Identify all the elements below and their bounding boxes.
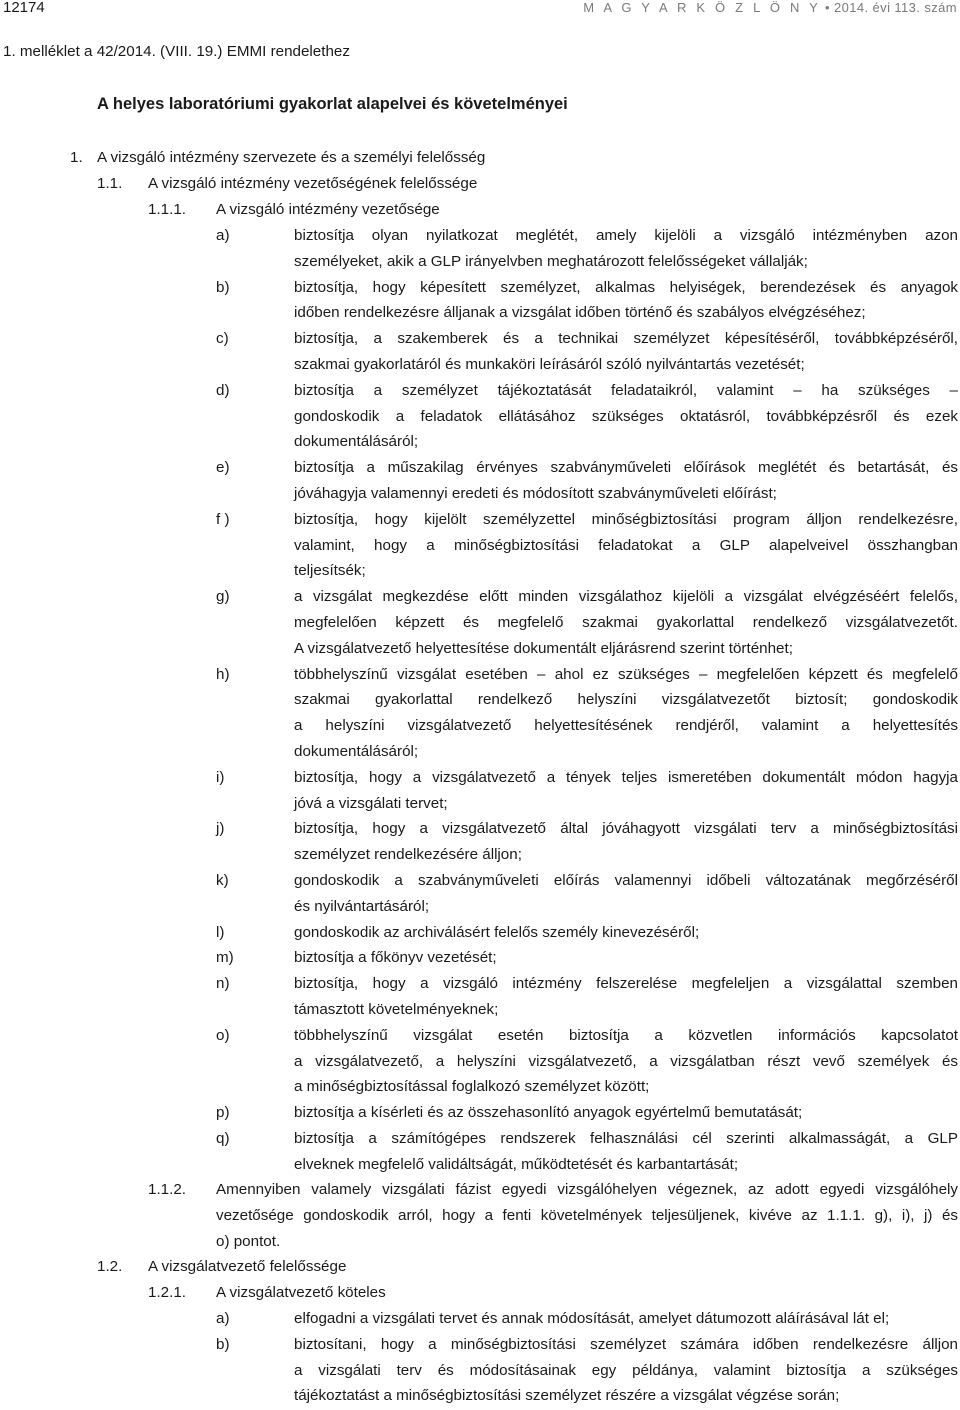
item-text	[294, 920, 958, 946]
item-text-line: biztosítja a kísérleti és az összehasonlító anyagok egyértelmű bemutatását;	[294, 1104, 803, 1122]
item-text	[294, 1306, 958, 1332]
journal-name: M A G Y A R K Ö Z L Ö N Y	[583, 0, 822, 15]
item-text-line: elfogadni a vizsgálati tervet és annak módosítását, amelyet dátumozott aláírásával lát el;	[294, 1310, 890, 1327]
item-text-line: személyeket, akik a GLP irányelvben meghatározott felelősségeket vállalják;	[294, 252, 808, 270]
item-text	[294, 223, 958, 275]
page-number: 12174	[3, 0, 45, 16]
item-label: n)	[216, 975, 230, 993]
item-text-line: elveknek megfelelő validáltságát, működtetését és karbantartását;	[294, 1155, 739, 1173]
journal-header	[583, 0, 957, 16]
item-text-line: jóváhagyja valamennyi eredeti és módosított szabványműveleti előírást;	[294, 484, 777, 502]
section-1-number: 1.	[70, 149, 83, 166]
item-text	[294, 971, 958, 1023]
item-text-line: biztosítja, hogy a vizsgáló intézmény felszerelése megfeleljen a vizsgálattal szemben	[294, 975, 958, 993]
item-text-line: valamint, hogy a minőségbiztosítási feladatokat a GLP alapelveivel összhangban	[294, 536, 958, 554]
item-text-line: gondoskodik a feladatok ellátásához szükséges oktatásról, továbbképzésről és ezek	[294, 407, 958, 425]
annex-line: 1. melléklet a 42/2014. (VIII. 19.) EMMI rendelethez	[3, 43, 350, 60]
item-label: f )	[216, 510, 230, 528]
item-text-line: a vizsgálat megkezdése előtt minden vizsgálathoz kijelöli a vizsgálat elvégzéséért felelős,	[294, 588, 958, 606]
item-text-line: biztosítani, hogy a minőségbiztosítási személyzet számára időben rendelkezésre álljon	[294, 1335, 958, 1353]
section-1-1-title: A vizsgáló intézmény vezetőségének felelőssége	[148, 175, 478, 192]
item-label: k)	[216, 872, 229, 889]
item-label: a)	[216, 227, 230, 244]
item-text-line: dokumentálásáról;	[294, 433, 419, 451]
item-text-line: gondoskodik az archiválásért felelős személy kinevezéséről;	[294, 923, 700, 941]
item-text-line: és nyilvántartásáról;	[294, 897, 430, 915]
item-text	[294, 1126, 958, 1178]
item-text-line: biztosítja, a szakemberek és a technikai személyzet képesítéséről, továbbképzéséről,	[294, 330, 958, 348]
item-text-line: dokumentálásáról;	[294, 742, 419, 760]
item-text	[294, 765, 958, 817]
paragraph-line: o) pontot.	[216, 1232, 281, 1250]
item-text-line: a helyszíni vizsgálatvezető helyettesítésének rendjéről, valamint a helyettesítés	[294, 717, 958, 735]
item-text-line: szakmai gyakorlatáról és munkaköri leírásáról szóló nyilvántartás vezetését;	[294, 355, 805, 373]
section-1-2-number: 1.2.	[97, 1258, 123, 1275]
section-1-1-1-title: A vizsgáló intézmény vezetősége	[216, 201, 440, 218]
item-text-line: tájékoztatást a minőségbiztosítási személyzet részére a vizsgálat végzése során;	[294, 1387, 840, 1405]
item-text	[294, 507, 958, 584]
item-text	[294, 1023, 958, 1100]
section-1-1-2-number: 1.1.2.	[148, 1181, 186, 1198]
item-text-line: A vizsgálatvezető helyettesítése dokumentált eljárásrend szerint történhet;	[294, 639, 793, 657]
section-1-1-2-paragraph	[216, 1177, 958, 1254]
item-label: i)	[216, 768, 225, 786]
item-text-line: a minőségbiztosítással foglalkozó személyzet között;	[294, 1078, 650, 1096]
item-text-line: többhelyszínű vizsgálat esetében – ahol ez szükséges – megfelelően képzett és megfelelő	[294, 665, 958, 683]
item-label: b)	[216, 278, 230, 296]
item-text	[294, 868, 958, 920]
item-text-line: a vizsgálatvezető, a helyszíni vizsgálatvezető, a vizsgálatban részt vevő személyek és	[294, 1052, 958, 1070]
item-label: l)	[216, 923, 225, 941]
item-text-line: biztosítja, hogy a vizsgálatvezető által jóváhagyott vizsgálati terv a minőségbiztosítási	[294, 820, 958, 838]
item-text	[294, 816, 958, 868]
item-text-line: többhelyszínű vizsgálat esetén biztosítja a közvetlen információs kapcsolatot	[294, 1026, 958, 1044]
item-label: m)	[216, 949, 234, 967]
item-text-line: biztosítja, hogy a vizsgálatvezető a tények teljes ismeretében dokumentált módon hagyja	[294, 768, 958, 786]
item-text-line: jóvá a vizsgálati tervet;	[294, 794, 448, 812]
item-text-line: személyzet rendelkezésére álljon;	[294, 846, 522, 864]
section-1-2-title: A vizsgálatvezető felelőssége	[148, 1258, 347, 1275]
item-label: e)	[216, 459, 230, 477]
section-1-2-1-number: 1.2.1.	[148, 1284, 186, 1301]
item-text-line: teljesítsék;	[294, 562, 366, 580]
item-text	[294, 945, 958, 971]
item-text-line: biztosítja a számítógépes rendszerek felhasználási cél szerinti alkalmasságát, a GLP	[294, 1130, 958, 1147]
section-1-2-1-title: A vizsgálatvezető köteles	[216, 1284, 386, 1301]
item-text	[294, 1100, 958, 1126]
item-text-line: biztosítja, hogy kijelölt személyzettel minőségbiztosítási program álljon rendelkezésre,	[294, 510, 958, 528]
section-1-1-1-number: 1.1.1.	[148, 201, 186, 218]
item-label: q)	[216, 1130, 230, 1147]
item-text	[294, 455, 958, 507]
journal-issue: • 2014. évi 113. szám	[821, 0, 957, 15]
item-text	[294, 326, 958, 378]
item-text	[294, 1332, 958, 1409]
item-text-line: szakmai gyakorlattal rendelkező helyszíni vizsgálatvezetőt biztosít; gondoskodik	[294, 691, 958, 709]
item-label: c)	[216, 330, 229, 348]
section-1-title: A vizsgáló intézmény szervezete és a személyi felelősség	[97, 149, 486, 166]
item-text-line: biztosítja a műszakilag érvényes szabványműveleti előírások meglétét és betartását, és	[294, 459, 958, 477]
item-text-line: támasztott követelményeknek;	[294, 1000, 499, 1018]
item-text-line: biztosítja a személyzet tájékoztatását feladataikról, valamint – ha szükséges –	[294, 381, 958, 399]
section-1-1-number: 1.1.	[97, 175, 123, 192]
item-text-line: megfelelően képzett és megfelelő szakmai gyakorlattal rendelkező vizsgálatvezetőt.	[294, 613, 958, 631]
item-text-line: gondoskodik a szabványműveleti előírás valamennyi időbeli változatának megőrzéséről	[294, 872, 958, 889]
item-label: p)	[216, 1104, 230, 1122]
item-label: g)	[216, 588, 230, 606]
item-text-line: a vizsgálati terv és módosításainak egy példánya, valamint biztosítja a szükséges	[294, 1361, 958, 1379]
item-text	[294, 584, 958, 661]
item-label: a)	[216, 1310, 230, 1327]
item-label: d)	[216, 381, 230, 399]
item-text	[294, 662, 958, 765]
item-label: b)	[216, 1335, 230, 1353]
item-label: o)	[216, 1026, 230, 1044]
item-label: h)	[216, 665, 230, 683]
item-text-line: biztosítja a főkönyv vezetését;	[294, 949, 497, 967]
item-text-line: biztosítja olyan nyilatkozat meglétét, amely kijelöli a vizsgáló intézményben azon	[294, 227, 958, 244]
document-title: A helyes laboratóriumi gyakorlat alapelvei és követelményei	[97, 95, 568, 113]
item-text-line: biztosítja, hogy képesített személyzet, alkalmas helyiségek, berendezések és anyagok	[294, 278, 958, 296]
item-text-line: időben rendelkezésre álljanak a vizsgálat időben történő és szabályos elvégzéséhez;	[294, 304, 866, 322]
item-text	[294, 378, 958, 455]
item-text	[294, 275, 958, 327]
item-label: j)	[216, 820, 225, 838]
paragraph-line: Amennyiben valamely vizsgálati fázist egyedi vizsgálóhelyen végeznek, az adott egyedi vizsgálóhely	[216, 1181, 958, 1198]
paragraph-line: vezetősége gondoskodik arról, hogy a fenti követelmények teljesüljenek, kivéve az 1.1.1. g), i), j) és	[216, 1206, 958, 1224]
